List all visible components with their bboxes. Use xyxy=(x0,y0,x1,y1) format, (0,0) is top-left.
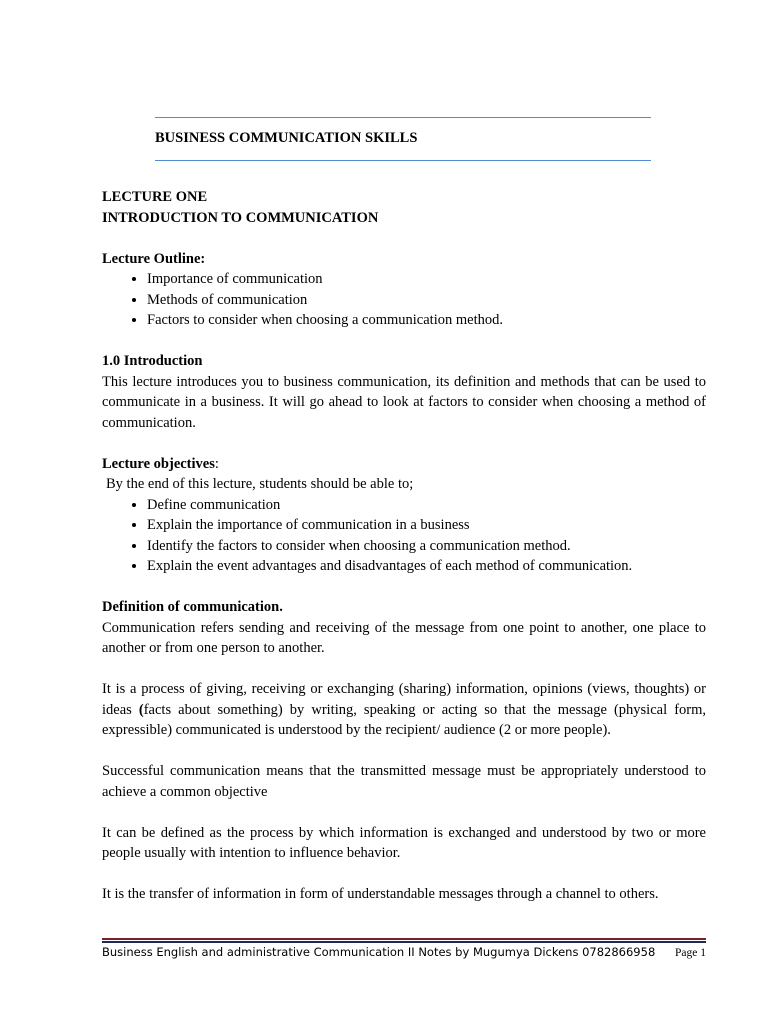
outline-item: • Factors to consider when choosing a communication method. xyxy=(147,310,706,331)
objectives-heading: Lecture objectives xyxy=(102,455,215,472)
outline-item: • Importance of communication xyxy=(147,269,706,290)
lecture-title: INTRODUCTION TO COMMUNICATION xyxy=(102,209,379,226)
objectives-lead: By the end of this lecture, students should be able to; xyxy=(106,476,414,492)
definition-paragraph-2 xyxy=(102,679,706,741)
objective-item: • Explain the event advantages and disadvantages of each method of communication. xyxy=(147,556,706,577)
introduction-heading: 1.0 Introduction xyxy=(102,353,203,369)
header-rule-bottom xyxy=(155,160,651,161)
definition-paragraph-5: It is the transfer of information in form of understandable messages through a channel to others. xyxy=(102,886,659,902)
objective-item: • Explain the importance of communication in a business xyxy=(147,515,706,536)
definition-p2-part-a: It is a process of giving, receiving or exchanging (sharing) information, opinions (views, thoughts) or ideas xyxy=(102,681,706,718)
definition-p2-part-c: facts about something) by writing, speaking or acting so that the message (physical form, expressible) communicated is understood by the recipient/ audience (2 or more people). xyxy=(102,701,706,738)
definition-paragraph-3: Successful communication means that the transmitted message must be appropriately understood to achieve a common objective xyxy=(102,763,706,800)
outline-heading: Lecture Outline: xyxy=(102,250,206,267)
objective-item: • Define communication xyxy=(147,495,706,516)
introduction-paragraph: This lecture introduces you to business communication, its definition and methods that can be used to communicate in a business. It will go ahead to look at factors to consider when choosing a method of communication. xyxy=(102,373,706,431)
document-body xyxy=(102,187,706,905)
page-number: Page 1 xyxy=(675,947,706,959)
objectives-list xyxy=(102,495,706,577)
objectives-heading-line xyxy=(102,454,706,475)
document-header-title: BUSINESS COMMUNICATION SKILLS xyxy=(155,130,418,146)
footer-rule xyxy=(102,938,706,943)
outline-list xyxy=(102,269,706,331)
definition-paragraph-1: Communication refers sending and receiving of the message from one point to another, one place to another or from one person to another. xyxy=(102,619,706,656)
objective-item: • Identify the factors to consider when choosing a communication method. xyxy=(147,536,706,557)
header-rule-top xyxy=(155,117,651,118)
objectives-colon: : xyxy=(214,455,219,472)
definition-heading: Definition of communication. xyxy=(102,599,283,615)
lecture-number: LECTURE ONE xyxy=(102,189,208,205)
definition-paragraph-4: It can be defined as the process by which information is exchanged and understood by two or more people usually with intention to influence behavior. xyxy=(102,824,706,861)
footer-text: Business English and administrative Communication II Notes by Mugumya Dickens 0782866958 xyxy=(102,945,656,959)
definition-p2-paren: ( xyxy=(138,701,144,718)
outline-item: • Methods of communication xyxy=(147,290,706,311)
